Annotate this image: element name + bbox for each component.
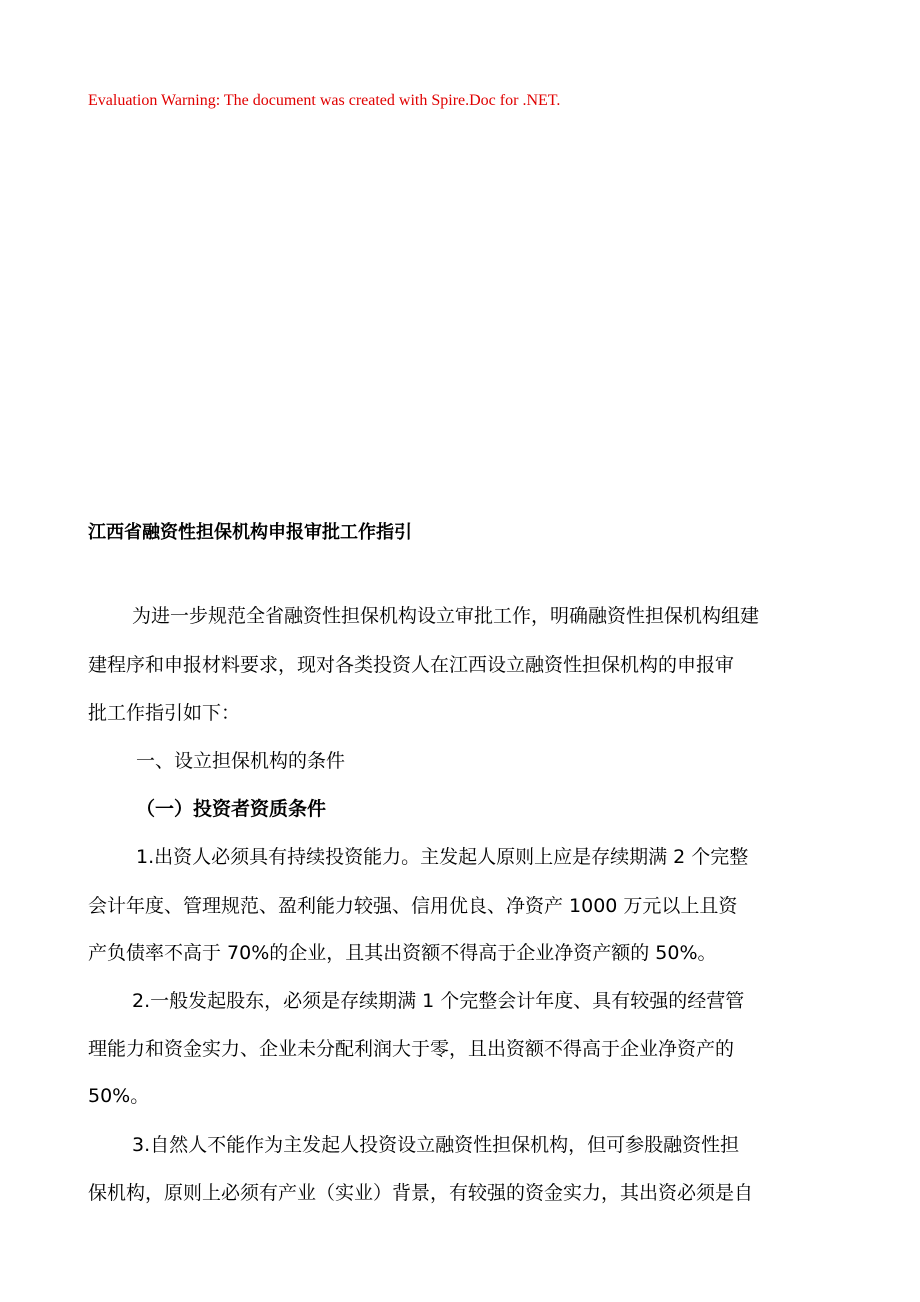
item1-line-2: 会计年度、管理规范、盈利能力较强、信用优良、净资产 1000 万元以上且资: [88, 895, 738, 917]
item3-line-1: 3.自然人不能作为主发起人投资设立融资性担保机构，但可参股融资性担: [132, 1134, 740, 1156]
subsection-heading: （一）投资者资质条件: [136, 798, 327, 820]
item2-line-3: 50%。: [88, 1085, 150, 1107]
intro-line-1: 为进一步规范全省融资性担保机构设立审批工作，明确融资性担保机构组建: [132, 605, 760, 627]
intro-line-3: 批工作指引如下：: [88, 702, 241, 724]
item1-line-1: 1.出资人必须具有持续投资能力。主发起人原则上应是存续期满 2 个完整: [136, 846, 749, 868]
item2-line-1: 2.一般发起股东，必须是存续期满 1 个完整会计年度、具有较强的经营管: [132, 990, 745, 1012]
evaluation-warning: Evaluation Warning: The document was created with Spire.Doc for .NET.: [88, 92, 561, 109]
item1-line-3: 产负债率不高于 70%的企业，且其出资额不得高于企业净资产额的 50%。: [88, 942, 717, 964]
document-title: 江西省融资性担保机构申报审批工作指引: [88, 522, 412, 543]
item3-line-2: 保机构，原则上必须有产业（实业）背景，有较强的资金实力，其出资必须是自: [88, 1182, 754, 1204]
item2-line-2: 理能力和资金实力、企业未分配利润大于零，且出资额不得高于企业净资产的: [88, 1038, 735, 1060]
section-heading: 一、设立担保机构的条件: [136, 750, 346, 772]
intro-line-2: 建程序和申报材料要求，现对各类投资人在江西设立融资性担保机构的申报审: [88, 654, 735, 676]
